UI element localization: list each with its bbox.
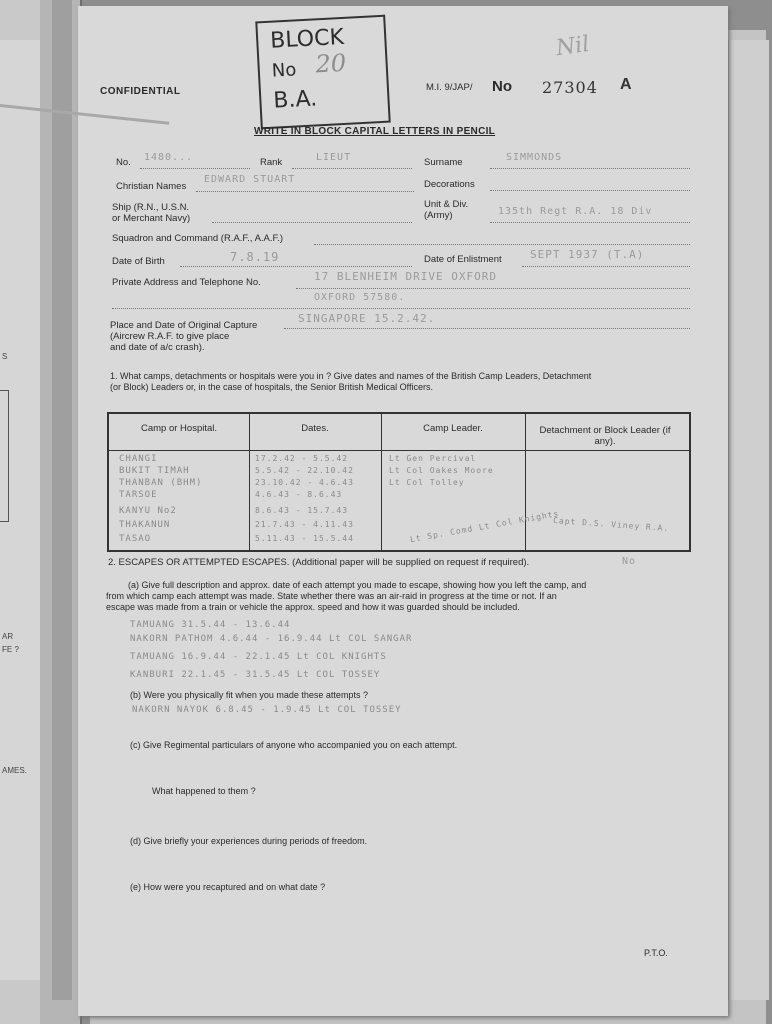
pto-label: P.T.O. [644, 948, 668, 958]
escape-entry: KANBURI 22.1.45 - 31.5.45 Lt COL TOSSEY [130, 670, 381, 680]
ref-label: M.I. 9/JAP/ [426, 82, 473, 93]
camp-name: THAKANUN [119, 520, 171, 530]
escape-entry: TAMUANG 31.5.44 - 13.6.44 [130, 620, 291, 630]
christian-names-value: EDWARD STUART [204, 174, 296, 185]
left-page-mark: AMES. [2, 766, 27, 775]
camp-leader-note: Lt Sp. Comd Lt Col Knights [409, 508, 560, 545]
field-line [180, 266, 412, 267]
rank-label: Rank [260, 157, 283, 168]
field-line [212, 222, 412, 223]
unit-value: 135th Regt R.A. 18 Div [498, 206, 653, 217]
serial-suffix: A [620, 76, 632, 93]
right-page-edges [728, 40, 769, 1000]
q2b-answer: NAKORN NAYOK 6.8.45 - 1.9.45 Lt COL TOSSEY [132, 705, 402, 715]
header-camp: Camp or Hospital. [140, 423, 218, 434]
q2d-text: (d) Give briefly your experiences during periods of freedom. [130, 836, 368, 846]
q2-answer-no: No [622, 556, 637, 567]
capture-value: SINGAPORE 15.2.42. [298, 312, 436, 325]
escape-entry: TAMUANG 16.9.44 - 22.1.45 Lt COL KNIGHTS [130, 652, 387, 662]
camps-table [107, 412, 691, 552]
header-detachment: Detachment or Block Leader (if any). [539, 425, 671, 447]
camp-leader: Lt Gen Percival [389, 454, 477, 463]
squadron-label: Squadron and Command (R.A.F., A.A.F.) [112, 233, 284, 244]
camp-name: TASAO [119, 534, 152, 544]
dob-label: Date of Birth [112, 256, 165, 267]
table-divider [381, 414, 382, 550]
christian-names-label: Christian Names [116, 181, 187, 192]
table-header-rule [109, 450, 689, 451]
camp-name: CHANGI [119, 454, 158, 464]
q1-text-2: (or Block) Leaders or, in the case of hospitals, the Senior British Medical Officers. [110, 382, 433, 392]
stamp-line2: No [271, 59, 297, 82]
field-line [490, 222, 690, 223]
camp-dates: 5.5.42 - 22.10.42 [255, 466, 354, 475]
capture-label-3: and date of a/c crash). [110, 342, 205, 353]
camp-dates: 8.6.43 - 15.7.43 [255, 506, 349, 515]
stamp-number: 20 [314, 48, 347, 79]
camp-name: THANBAN (BHM) [119, 478, 203, 488]
field-line [140, 168, 250, 169]
address-label: Private Address and Telephone No. [112, 277, 261, 288]
q2b-text: (b) Were you physically fit when you made these attempts ? [130, 690, 368, 700]
rank-value: LIEUT [316, 152, 352, 163]
no-field-label: No. [116, 157, 131, 168]
detachment-note: Capt D.S. Viney R.A. [552, 515, 670, 534]
field-line [296, 288, 690, 289]
left-page-mark: AR [2, 632, 14, 641]
q2e-text: (e) How were you recaptured and on what date ? [130, 882, 326, 892]
capture-label-1: Place and Date of Original Capture [110, 320, 258, 331]
camp-dates: 17.2.42 - 5.5.42 [255, 454, 349, 463]
what-happened-text: What happened to them ? [152, 786, 256, 796]
camp-dates: 21.7.43 - 4.11.43 [255, 520, 354, 529]
field-line [292, 168, 412, 169]
field-line [196, 191, 414, 192]
camp-dates: 5.11.43 - 15.5.44 [255, 534, 354, 543]
camp-leader: Lt Col Oakes Moore [389, 466, 494, 475]
field-line [314, 244, 690, 245]
stamp-line3: B.A. [272, 86, 318, 114]
table-divider [525, 414, 526, 550]
q2a-text-1: (a) Give full description and approx. date of each attempt you made to escape, showing how you left the camp, and [128, 580, 587, 590]
q1-text-1: 1. What camps, detachments or hospitals were you in ? Give dates and names of the British Camp Leaders, Detachment [110, 371, 592, 381]
serial-number: 27304 [542, 78, 598, 97]
confidential-label: CONFIDENTIAL [100, 86, 181, 97]
capture-label-2: (Aircrew R.A.F. to give place [110, 331, 230, 342]
q2-title: 2. ESCAPES OR ATTEMPTED ESCAPES. (Additional paper will be supplied on request if required). [108, 557, 530, 568]
left-page-box [0, 390, 9, 522]
camp-dates: 23.10.42 - 4.6.43 [255, 478, 354, 487]
q2c-text: (c) Give Regimental particulars of anyone who accompanied you on each attempt. [130, 740, 458, 750]
field-line [284, 328, 690, 329]
camp-name: KANYU No2 [119, 506, 177, 516]
q2a-text-3: escape was made from a train or vehicle the approx. speed and how it was guarded should be included. [106, 602, 520, 612]
no-value: 1480... [144, 152, 194, 163]
field-line [112, 308, 690, 309]
camp-dates: 4.6.43 - 8.6.43 [255, 490, 343, 499]
escape-entry: NAKORN PATHOM 4.6.44 - 16.9.44 Lt COL SANGAR [130, 634, 413, 644]
ship-label-1: Ship (R.N., U.S.N. [112, 202, 190, 213]
decorations-label: Decorations [424, 179, 475, 190]
unit-label-2: (Army) [424, 210, 453, 221]
q2a-text-2: from which camp each attempt was made. State whether there was an air-raid in progress at the time or not. If an [106, 591, 557, 601]
block-stamp [255, 15, 390, 130]
enlistment-label: Date of Enlistment [424, 254, 502, 265]
corner-annotation: Nil [554, 31, 591, 62]
field-line [490, 168, 690, 169]
surname-label: Surname [424, 157, 463, 168]
address-line-1: 17 BLENHEIM DRIVE OXFORD [314, 270, 497, 283]
enlistment-value: SEPT 1937 (T.A) [530, 248, 645, 261]
binder-fold [52, 0, 72, 1000]
camp-name: TARSOE [119, 490, 158, 500]
stamp-line1: BLOCK [269, 24, 345, 54]
address-line-2: OXFORD 57580. [314, 292, 406, 303]
dob-value: 7.8.19 [230, 250, 280, 264]
camp-name: BUKIT TIMAH [119, 466, 190, 476]
instruction: WRITE IN BLOCK CAPITAL LETTERS IN PENCIL [254, 126, 496, 137]
no-label: No [492, 78, 512, 95]
field-line [490, 190, 690, 191]
left-page-mark: FE ? [2, 645, 19, 654]
unit-label-1: Unit & Div. [424, 199, 469, 210]
ship-label-2: or Merchant Navy) [112, 213, 191, 224]
field-line [522, 266, 690, 267]
surname-value: SIMMONDS [506, 152, 563, 163]
header-dates: Dates. [301, 423, 329, 434]
camp-leader: Lt Col Tolley [389, 478, 465, 487]
left-page-mark: S [2, 352, 8, 361]
header-leader: Camp Leader. [423, 423, 483, 434]
table-divider [249, 414, 250, 550]
